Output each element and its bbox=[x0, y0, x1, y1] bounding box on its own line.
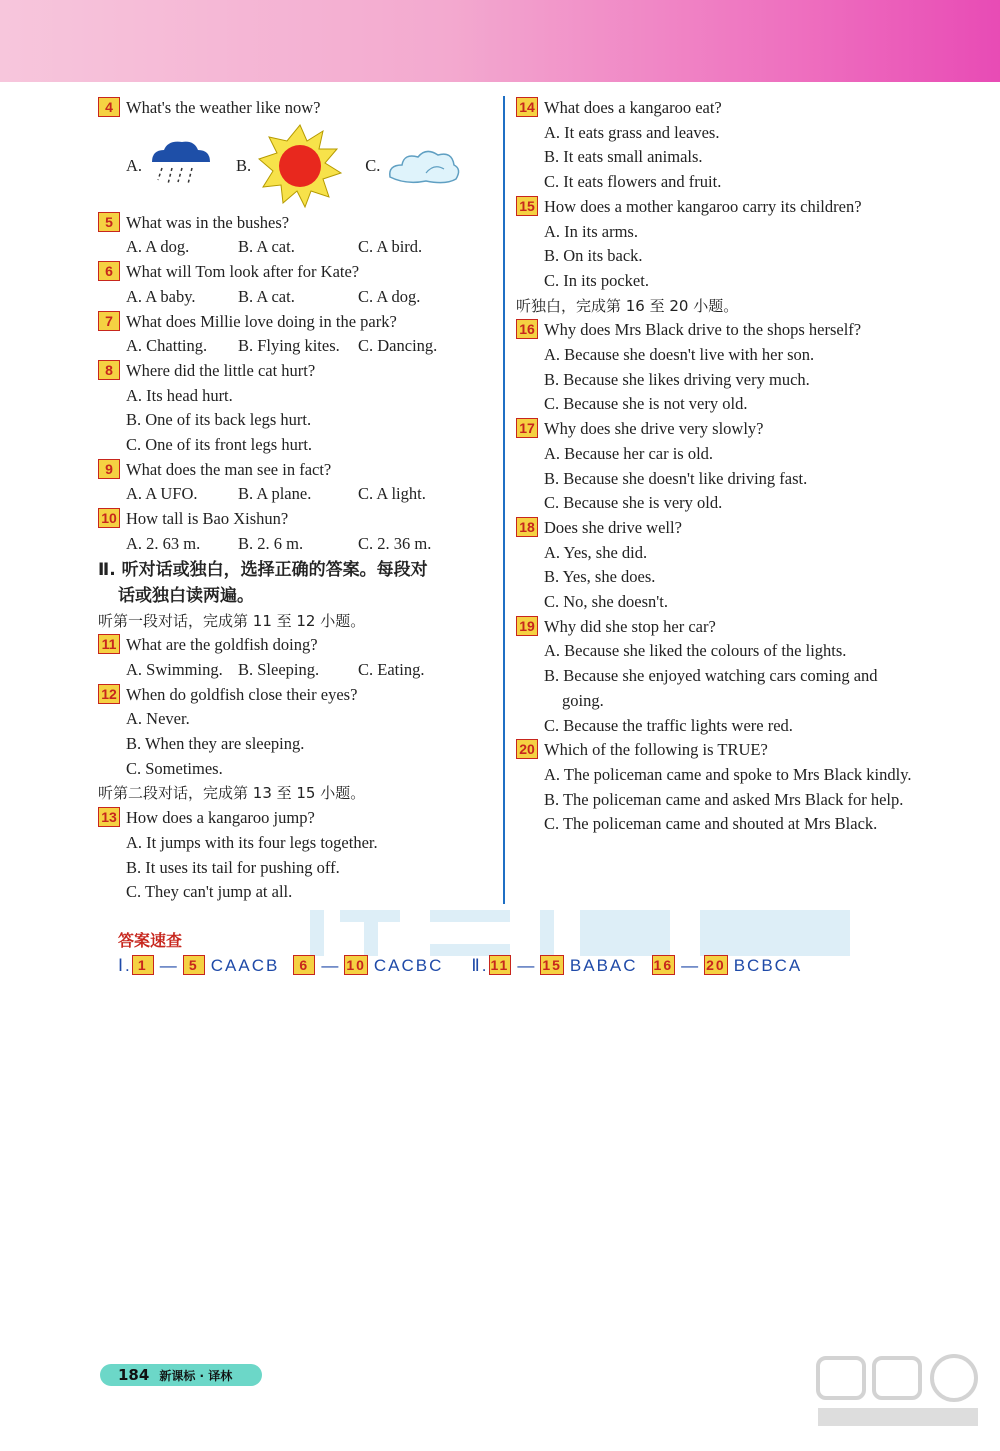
answers-16-20: BCBCA bbox=[733, 956, 803, 975]
column-divider bbox=[503, 96, 505, 904]
dialog-instruction: 听第二段对话，完成第 13 至 15 小题。 bbox=[98, 784, 366, 803]
question-number: 5 bbox=[98, 212, 120, 232]
answers-6-10: CACBC bbox=[373, 956, 444, 975]
question-text: How does a kangaroo jump? bbox=[126, 808, 315, 828]
question-text: Does she drive well? bbox=[544, 517, 682, 537]
option-b: B. It uses its tail for pushing off. bbox=[126, 857, 340, 877]
question-number: 15 bbox=[516, 196, 538, 216]
question-19 bbox=[516, 615, 916, 640]
question-text: What's the weather like now? bbox=[126, 98, 321, 117]
option-b: B. Because she enjoyed watching cars coming and going. bbox=[544, 666, 878, 710]
option-b: B. The policeman came and asked Mrs Black for help. bbox=[544, 789, 904, 809]
question-text: What was in the bushes? bbox=[126, 212, 290, 232]
option-a: A. It eats grass and leaves. bbox=[544, 122, 720, 142]
header-banner bbox=[0, 0, 1000, 82]
question-text: What does Millie love doing in the park? bbox=[126, 311, 397, 331]
option-b: B. It eats small animals. bbox=[544, 147, 703, 167]
option-c: C. 2. 36 m. bbox=[358, 533, 432, 553]
question-10 bbox=[98, 507, 490, 532]
option-b: B. On its back. bbox=[544, 246, 643, 266]
range-start: 16 bbox=[653, 957, 674, 973]
section-title: Ⅱ. 听对话或独白，选择正确的答案。每段对 bbox=[98, 559, 428, 580]
option-a: A. The policeman came and spoke to Mrs Black kindly. bbox=[544, 764, 912, 784]
question-4 bbox=[98, 96, 490, 121]
question-text: What are the goldfish doing? bbox=[126, 635, 318, 655]
range-start: 6 bbox=[293, 955, 315, 975]
question-number: 10 bbox=[98, 508, 120, 528]
range-end: 10 bbox=[346, 957, 366, 973]
question-text: What will Tom look after for Kate? bbox=[126, 262, 360, 282]
option-c: C. Because the traffic lights were red. bbox=[544, 715, 793, 735]
answers-1-5: CAACB bbox=[210, 956, 280, 975]
question-13 bbox=[98, 806, 490, 831]
rain-cloud-icon bbox=[148, 138, 214, 194]
option-a: A. 2. 63 m. bbox=[126, 533, 201, 553]
question-number: 4 bbox=[98, 97, 120, 117]
option-c: C. Dancing. bbox=[358, 336, 438, 356]
option-c: C. In its pocket. bbox=[544, 270, 649, 290]
question-text: How does a mother kangaroo carry its children? bbox=[544, 196, 862, 216]
question-16 bbox=[516, 318, 916, 343]
question-18 bbox=[516, 516, 916, 541]
option-label-c: C. bbox=[365, 155, 381, 175]
page-footer bbox=[100, 1364, 262, 1386]
question-8 bbox=[98, 359, 490, 384]
question-text: Why does Mrs Black drive to the shops herself? bbox=[544, 320, 862, 340]
question-14 bbox=[516, 96, 916, 121]
options-row bbox=[98, 532, 490, 557]
range-start: 11 bbox=[490, 957, 510, 973]
question-text: What does the man see in fact? bbox=[126, 459, 332, 479]
question-text: What does a kangaroo eat? bbox=[544, 98, 722, 117]
option-c: C. Sometimes. bbox=[126, 758, 223, 778]
option-c: C. A bird. bbox=[358, 237, 423, 257]
section-title-cont: 话或独白读两遍。 bbox=[118, 585, 254, 606]
options-row bbox=[98, 334, 490, 359]
range-start: 1 bbox=[132, 955, 154, 975]
answer-key bbox=[118, 928, 878, 976]
option-a: A. Its head hurt. bbox=[126, 385, 233, 405]
options-row bbox=[98, 658, 490, 683]
option-a: A. It jumps with its four legs together. bbox=[126, 832, 378, 852]
question-number: 19 bbox=[516, 616, 538, 636]
question-text: Why does she drive very slowly? bbox=[544, 419, 764, 439]
option-c: C. Eating. bbox=[358, 659, 425, 679]
option-c: C. They can't jump at all. bbox=[126, 882, 293, 902]
question-15 bbox=[516, 195, 916, 220]
answer-key-title: 答案速查 bbox=[118, 931, 183, 950]
question-11 bbox=[98, 633, 490, 658]
range-end: 20 bbox=[706, 957, 726, 973]
option-b: B. Sleeping. bbox=[238, 659, 320, 679]
option-a: A. Because she doesn't live with her son. bbox=[544, 345, 815, 365]
option-a: A. A dog. bbox=[126, 237, 190, 257]
monologue-instruction: 听独白，完成第 16 至 20 小题。 bbox=[516, 296, 739, 315]
option-a: A. Swimming. bbox=[126, 659, 223, 679]
option-b: B. When they are sleeping. bbox=[126, 734, 305, 754]
option-a: A. Because her car is old. bbox=[544, 443, 714, 463]
right-column bbox=[516, 96, 916, 837]
option-b: B. Because she likes driving very much. bbox=[544, 369, 810, 389]
option-label-b: B. bbox=[236, 155, 252, 175]
range-dash: — bbox=[321, 956, 341, 975]
site-watermark-logo bbox=[814, 1354, 984, 1430]
option-b: B. Yes, she does. bbox=[544, 567, 656, 587]
question-number: 6 bbox=[98, 261, 120, 281]
option-a: A. Never. bbox=[126, 709, 190, 729]
question-text: Why did she stop her car? bbox=[544, 616, 716, 636]
picture-options bbox=[98, 121, 490, 211]
question-5 bbox=[98, 211, 490, 236]
range-dash: — bbox=[517, 956, 537, 975]
question-9 bbox=[98, 458, 490, 483]
question-text: Which of the following is TRUE? bbox=[544, 740, 768, 760]
options-row bbox=[98, 285, 490, 310]
option-c: C. It eats flowers and fruit. bbox=[544, 172, 722, 192]
range-dash: — bbox=[681, 956, 701, 975]
question-number: 11 bbox=[98, 634, 120, 654]
option-b: B. One of its back legs hurt. bbox=[126, 410, 312, 430]
option-c: C. A light. bbox=[358, 484, 426, 504]
option-a: A. Chatting. bbox=[126, 336, 208, 356]
option-a: A. A baby. bbox=[126, 286, 196, 306]
range-dash: — bbox=[159, 956, 179, 975]
option-c: C. Because she is very old. bbox=[544, 493, 723, 513]
question-number: 17 bbox=[516, 418, 538, 438]
question-number: 14 bbox=[516, 97, 538, 117]
answers-11-15: BABAC bbox=[569, 956, 638, 975]
question-number: 18 bbox=[516, 517, 538, 537]
option-b: B. Flying kites. bbox=[238, 336, 340, 356]
option-c: C. Because she is not very old. bbox=[544, 394, 748, 414]
option-b: B. 2. 6 m. bbox=[238, 533, 304, 553]
option-a: A. A UFO. bbox=[126, 484, 198, 504]
question-6 bbox=[98, 260, 490, 285]
question-12 bbox=[98, 683, 490, 708]
left-column bbox=[98, 96, 490, 905]
option-b: B. A plane. bbox=[238, 484, 312, 504]
question-17 bbox=[516, 417, 916, 442]
question-text: How tall is Bao Xishun? bbox=[126, 509, 289, 529]
dialog-instruction: 听第一段对话，完成第 11 至 12 小题。 bbox=[98, 611, 366, 630]
question-text: When do goldfish close their eyes? bbox=[126, 684, 358, 704]
option-a: A. Yes, she did. bbox=[544, 542, 648, 562]
options-row bbox=[98, 482, 490, 507]
part-label: Ⅰ. bbox=[118, 956, 132, 975]
question-number: 9 bbox=[98, 459, 120, 479]
sun-icon bbox=[257, 123, 343, 209]
question-number: 20 bbox=[516, 739, 538, 759]
option-c: C. No, she doesn't. bbox=[544, 592, 668, 612]
option-c: C. One of its front legs hurt. bbox=[126, 435, 313, 455]
answer-key-line bbox=[118, 955, 878, 976]
question-number: 13 bbox=[98, 807, 120, 827]
question-number: 16 bbox=[516, 319, 538, 339]
question-number: 12 bbox=[98, 684, 120, 704]
options-row bbox=[98, 235, 490, 260]
option-a: A. In its arms. bbox=[544, 221, 638, 241]
range-end: 5 bbox=[183, 955, 205, 975]
option-c: C. A dog. bbox=[358, 286, 421, 306]
part-label: Ⅱ. bbox=[471, 956, 489, 975]
question-number: 7 bbox=[98, 311, 120, 331]
option-a: A. Because she liked the colours of the lights. bbox=[544, 641, 847, 661]
option-c: C. The policeman came and shouted at Mrs Black. bbox=[544, 814, 878, 834]
option-label-a: A. bbox=[126, 155, 143, 175]
option-b: B. A cat. bbox=[238, 286, 295, 306]
question-7 bbox=[98, 310, 490, 335]
option-b: B. Because she doesn't like driving fast. bbox=[544, 468, 808, 488]
clouds-icon bbox=[386, 143, 462, 189]
book-name: 新课标 · 译林 bbox=[159, 1369, 233, 1383]
option-b: B. A cat. bbox=[238, 237, 295, 257]
question-text: Where did the little cat hurt? bbox=[126, 360, 316, 380]
question-20 bbox=[516, 738, 916, 763]
question-number: 8 bbox=[98, 360, 120, 380]
page-number: 184 bbox=[118, 1366, 150, 1384]
range-end: 15 bbox=[542, 957, 562, 973]
